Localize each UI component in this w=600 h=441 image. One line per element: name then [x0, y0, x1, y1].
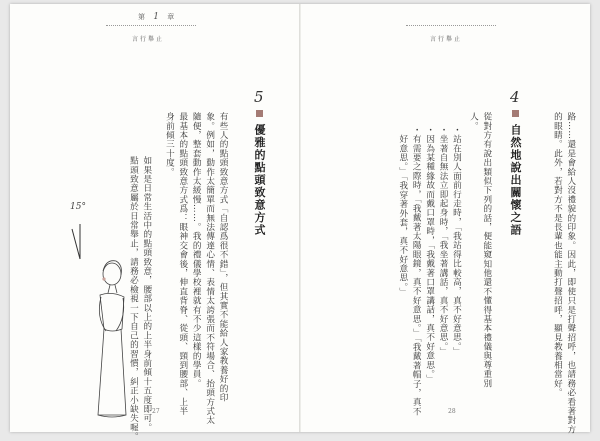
paragraph-right-intro: 路……還是會給人沒禮貌的印象。因此，即使只是打聲招呼，也請務必看著對方 的眼睛。此外，若對方不是長輩也能主動打聲招呼，顯見教養相當好。 — [552, 112, 576, 434]
bowing-woman-illustration — [60, 219, 140, 419]
bullet-item: ・有需要之際時，「我戴著太陽眼鏡，真不好意思。」「我戴著帽子，真不 — [411, 125, 422, 417]
section-number-4: 4 — [510, 88, 520, 106]
section-title-4: 自然地說出關懷之語 — [509, 124, 522, 237]
section-number-5: 5 — [254, 88, 264, 106]
running-head-left: 言行舉止 — [132, 36, 165, 43]
chapter-number: 1 — [153, 12, 162, 22]
header-rule-right — [406, 25, 496, 26]
book-gutter — [299, 4, 301, 432]
paragraph-left-2: 如果是日常生活中的點頭致意，腰部以上的上半身前傾十五度即可。 點頭致意屬於日常舉止，請務必檢視一下自己的習慣，糾正小缺失喔。 — [128, 156, 152, 441]
paragraph-left-1: 有些人的點頭致意方式「自認爲很不錯」，但其實不能給人家教養好的印 象。例如，動作太簡單而無法傳達心情、表情太誇張而不符場合、抬頭方式太 隨便，整套動作太緩慢……。我的禮儀學校裡就有不少這樣的學員。 最基本的點頭致意方式爲：眼神交會後，伸直背脊、從頭、頸到腰部、上半 身前傾三十度。 — [164, 112, 229, 425]
page-number-right: 28 — [448, 408, 456, 415]
bullet-item: ・站在別人面前行走時，「我站得比較高，真不好意思。」 — [451, 125, 462, 356]
bullet-item: ・因為某種緣故而戴口罩時，「我戴著口罩講話，真不好意思。」 — [424, 125, 435, 384]
section-title-5: 優雅的點頭致意方式 — [253, 124, 266, 237]
book-spread — [10, 4, 590, 441]
paragraph-right-1: 從對方有說出類似下列的話，便能窺知他還不懂得基本禮儀與尊重別 人。 — [468, 112, 492, 388]
header-rule-left — [106, 25, 196, 26]
section-square-icon — [256, 110, 263, 117]
chapter-suffix: 章 — [167, 13, 178, 21]
bullet-item: ・坐著自無法立即起身時，「我坐著講話，真不好意思。」 — [438, 125, 449, 356]
illustration-angle-label: 15° — [70, 202, 86, 212]
chapter-mark — [138, 12, 177, 22]
bullet-item: 好意思。」「我穿著外套，真不好意思。」 — [397, 125, 408, 297]
chapter-label: 第 — [138, 13, 148, 21]
section-square-icon-right — [512, 110, 519, 117]
running-head-right: 言行舉止 — [430, 36, 463, 43]
page-number-left: 27 — [152, 408, 160, 415]
